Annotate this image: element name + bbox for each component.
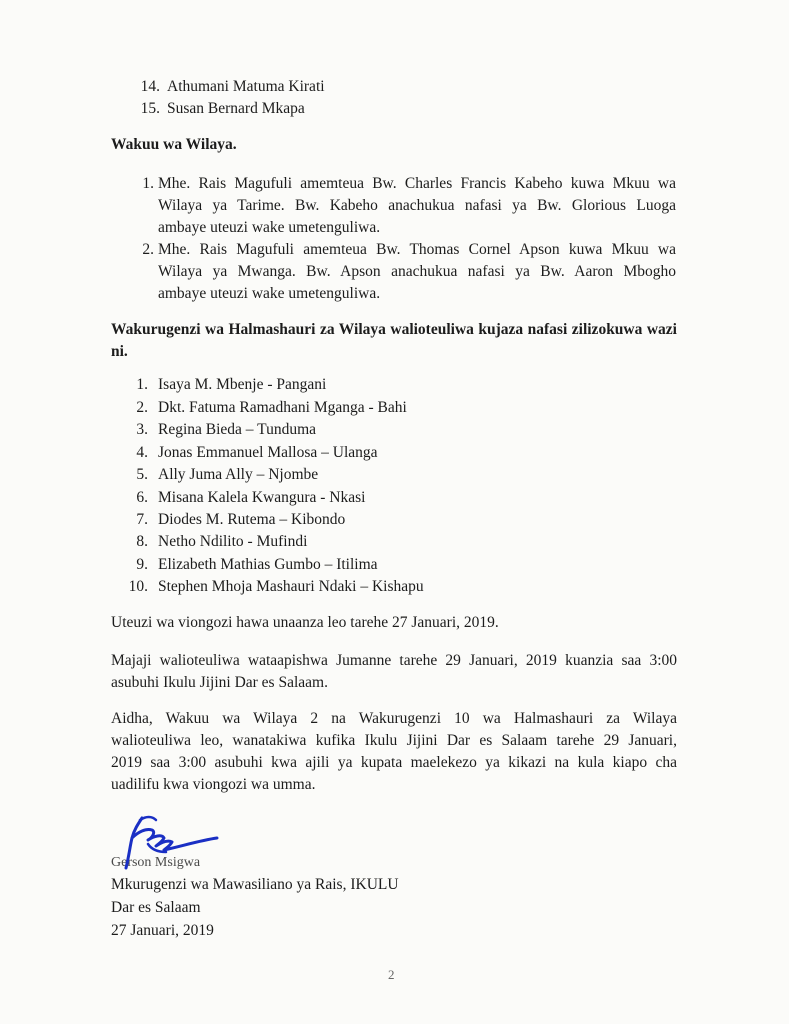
paragraph-instructions-cont: walioteuliwa leo, wanatakiwa kufika Ikulu Jijini Dar es Salaam tarehe 29 Januari, (111, 732, 677, 749)
list-number: 2. (136, 399, 148, 416)
list-item-line: Mhe. Rais Magufuli amemteua Bw. Thomas Cornel Apson kuwa Mkuu wa (158, 241, 676, 258)
list-number: 5. (136, 466, 148, 483)
section-heading: Wakuu wa Wilaya. (111, 136, 237, 153)
paragraph-instructions-cont: 2019 saa 3:00 asubuhi kwa ajili ya kupata maelekezo ya kikazi na kula kiapo cha (111, 754, 677, 771)
signatory-name: Gerson Msigwa (111, 855, 201, 870)
list-number: 14. (140, 78, 160, 95)
paragraph-swearing-in-cont: asubuhi Ikulu Jijini Dar es Salaam. (111, 674, 328, 691)
signature-place: Dar es Salaam (111, 899, 201, 916)
signature-date: 27 Januari, 2019 (111, 922, 214, 939)
list-item: Elizabeth Mathias Gumbo – Itilima (158, 556, 378, 573)
signatory-title: Mkurugenzi wa Mawasiliano ya Rais, IKULU (111, 876, 399, 893)
list-item: Regina Bieda – Tunduma (158, 421, 317, 438)
list-number: 7. (136, 511, 148, 528)
list-item-line: Wilaya ya Tarime. Bw. Kabeho anachukua nafasi ya Bw. Glorious Luoga (158, 197, 676, 214)
list-number: 4. (136, 444, 148, 461)
list-item: Susan Bernard Mkapa (167, 100, 305, 117)
list-number: 1. (142, 175, 154, 192)
list-item: Ally Juma Ally – Njombe (158, 466, 319, 483)
list-item-line: ambaye uteuzi wake umetenguliwa. (158, 285, 381, 302)
list-item: Dkt. Fatuma Ramadhani Mganga - Bahi (158, 399, 407, 416)
list-item: Netho Ndilito - Mufindi (158, 533, 308, 550)
paragraph-instructions: Aidha, Wakuu wa Wilaya 2 na Wakurugenzi 10 wa Halmashauri za Wilaya (111, 710, 677, 727)
list-number: 15. (140, 100, 160, 117)
list-item-line: Mhe. Rais Magufuli amemteua Bw. Charles Francis Kabeho kuwa Mkuu wa (158, 175, 676, 192)
list-item: Misana Kalela Kwangura - Nkasi (158, 489, 366, 506)
list-number: 1. (136, 376, 148, 393)
list-number: 2. (142, 241, 154, 258)
list-item: Jonas Emmanuel Mallosa – Ulanga (158, 444, 378, 461)
paragraph-swearing-in: Majaji walioteuliwa wataapishwa Jumanne tarehe 29 Januari, 2019 kuanzia saa 3:00 (111, 652, 677, 669)
list-item-line: Wilaya ya Mwanga. Bw. Apson anachukua nafasi ya Bw. Aaron Mbogho (158, 263, 676, 280)
list-item-line: ambaye uteuzi wake umetenguliwa. (158, 219, 381, 236)
list-item: Athumani Matuma Kirati (167, 78, 325, 95)
list-item: Isaya M. Mbenje - Pangani (158, 376, 327, 393)
section-heading-cont: ni. (111, 343, 128, 360)
section-heading: Wakurugenzi wa Halmashauri za Wilaya walioteuliwa kujaza nafasi zilizokuwa wazi (111, 321, 677, 338)
list-number: 8. (136, 533, 148, 550)
list-number: 3. (136, 421, 148, 438)
list-item: Diodes M. Rutema – Kibondo (158, 511, 346, 528)
handwritten-signature (112, 810, 227, 872)
list-number: 10. (128, 578, 148, 595)
page-number: 2 (388, 967, 395, 982)
paragraph-instructions-cont: uadilifu kwa viongozi wa umma. (111, 776, 316, 793)
list-number: 6. (136, 489, 148, 506)
list-item: Stephen Mhoja Mashauri Ndaki – Kishapu (158, 578, 424, 595)
list-number: 9. (136, 556, 148, 573)
paragraph-start-date: Uteuzi wa viongozi hawa unaanza leo tarehe 27 Januari, 2019. (111, 614, 499, 631)
